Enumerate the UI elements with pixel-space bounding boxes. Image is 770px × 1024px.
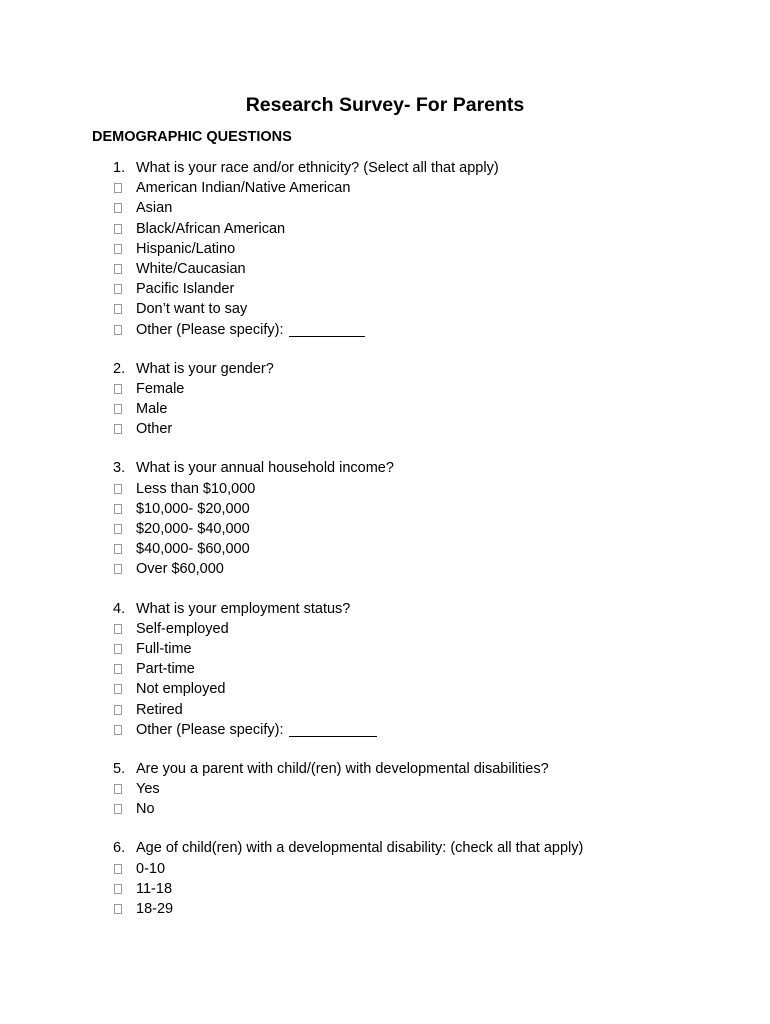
- question-number: 6.: [113, 840, 126, 857]
- answer-option[interactable]: [113, 519, 733, 539]
- answer-option[interactable]: [113, 299, 733, 319]
- checkbox-icon[interactable]: [114, 404, 122, 414]
- question-text: What is your annual household income?: [136, 460, 394, 477]
- answer-option[interactable]: [113, 399, 733, 419]
- option-label: 0-10: [136, 860, 166, 877]
- answer-option[interactable]: [113, 639, 733, 659]
- checkbox-icon[interactable]: [114, 384, 122, 394]
- option-label: 11-18: [136, 880, 173, 897]
- specify-blank-field[interactable]: [289, 323, 365, 337]
- question-3: [113, 458, 733, 579]
- section-heading: DEMOGRAPHIC QUESTIONS: [92, 129, 292, 145]
- option-label: White/Caucasian: [136, 260, 246, 277]
- checkbox-icon[interactable]: [114, 624, 122, 634]
- option-label: Asian: [136, 200, 173, 217]
- option-label: Other: [136, 421, 173, 438]
- option-label: Yes: [136, 781, 160, 798]
- option-label: Female: [136, 380, 185, 397]
- question-number: 2.: [113, 360, 126, 377]
- checkbox-icon[interactable]: [114, 664, 122, 674]
- answer-option[interactable]: [113, 779, 733, 799]
- option-label: Don’t want to say: [136, 301, 248, 318]
- answer-option[interactable]: [113, 619, 733, 639]
- option-label: Less than $10,000: [136, 480, 256, 497]
- option-label: American Indian/Native American: [136, 180, 351, 197]
- checkbox-icon[interactable]: [114, 183, 122, 193]
- specify-blank-field[interactable]: [289, 723, 377, 737]
- question-text: Age of child(ren) with a developmental disability: (check all that apply): [136, 840, 584, 857]
- option-label: Over $60,000: [136, 561, 224, 578]
- option-label: $20,000- $40,000: [136, 521, 250, 537]
- checkbox-icon[interactable]: [114, 484, 122, 494]
- answer-option[interactable]: [113, 879, 733, 899]
- answer-option[interactable]: [113, 198, 733, 218]
- checkbox-icon[interactable]: [114, 304, 122, 314]
- option-label: Pacific Islander: [136, 281, 235, 298]
- checkbox-icon[interactable]: [114, 504, 122, 514]
- option-label: Full-time: [136, 640, 192, 657]
- answer-option[interactable]: [113, 539, 733, 559]
- answer-option[interactable]: [113, 479, 733, 499]
- checkbox-icon[interactable]: [114, 203, 122, 213]
- question-prompt: [113, 359, 733, 379]
- checkbox-icon[interactable]: [114, 264, 122, 274]
- checkbox-icon[interactable]: [114, 524, 122, 534]
- option-label: No: [136, 801, 155, 818]
- checkbox-icon[interactable]: [114, 424, 122, 434]
- option-label: Black/African American: [136, 220, 286, 237]
- question-text: Are you a parent with child/(ren) with developmental disabilities?: [136, 760, 549, 777]
- question-6: [113, 838, 733, 919]
- option-label: Retired: [136, 701, 183, 718]
- checkbox-icon[interactable]: [114, 564, 122, 574]
- answer-option[interactable]: [113, 239, 733, 259]
- checkbox-icon[interactable]: [114, 684, 122, 694]
- answer-option[interactable]: [113, 679, 733, 699]
- answer-option[interactable]: [113, 859, 733, 879]
- page-title: Research Survey- For Parents: [245, 94, 525, 116]
- option-label: Other (Please specify):: [136, 721, 284, 738]
- answer-option[interactable]: [113, 559, 733, 579]
- answer-option[interactable]: [113, 419, 733, 439]
- option-label: Not employed: [136, 681, 226, 698]
- answer-option[interactable]: [113, 219, 733, 239]
- checkbox-icon[interactable]: [114, 325, 122, 335]
- checkbox-icon[interactable]: [114, 784, 122, 794]
- checkbox-icon[interactable]: [114, 884, 122, 894]
- option-label: $40,000- $60,000: [136, 541, 250, 558]
- option-label: Part-time: [136, 661, 195, 678]
- option-label: Self-employed: [136, 620, 229, 637]
- option-label: $10,000- $20,000: [136, 500, 250, 517]
- question-prompt: [113, 838, 733, 858]
- checkbox-icon[interactable]: [114, 284, 122, 294]
- answer-option[interactable]: [113, 320, 733, 340]
- checkbox-icon[interactable]: [114, 244, 122, 254]
- checkbox-icon[interactable]: [114, 864, 122, 874]
- question-number: 1.: [113, 160, 126, 176]
- question-prompt: [113, 759, 733, 779]
- question-4: [113, 599, 733, 740]
- answer-option[interactable]: [113, 279, 733, 299]
- option-label: Other (Please specify):: [136, 321, 284, 338]
- question-prompt: [113, 158, 733, 178]
- checkbox-icon[interactable]: [114, 544, 122, 554]
- question-prompt: [113, 458, 733, 478]
- answer-option[interactable]: [113, 379, 733, 399]
- answer-option[interactable]: [113, 700, 733, 720]
- question-text: What is your race and/or ethnicity? (Select all that apply): [136, 160, 499, 176]
- checkbox-icon[interactable]: [114, 904, 122, 914]
- question-prompt: [113, 599, 733, 619]
- answer-option[interactable]: [113, 259, 733, 279]
- checkbox-icon[interactable]: [114, 725, 122, 735]
- question-text: What is your gender?: [136, 360, 274, 377]
- answer-option[interactable]: [113, 899, 733, 919]
- question-2: [113, 359, 733, 440]
- answer-option[interactable]: [113, 799, 733, 819]
- checkbox-icon[interactable]: [114, 644, 122, 654]
- question-5: [113, 759, 733, 820]
- option-label: Hispanic/Latino: [136, 240, 236, 257]
- question-text: What is your employment status?: [136, 600, 351, 617]
- answer-option[interactable]: [113, 178, 733, 198]
- question-list: [113, 158, 733, 938]
- question-number: 5.: [113, 760, 126, 777]
- question-1: [113, 158, 733, 340]
- option-label: Male: [136, 401, 168, 418]
- answer-option[interactable]: [113, 659, 733, 679]
- checkbox-icon[interactable]: [114, 224, 122, 234]
- answer-option[interactable]: [113, 720, 733, 740]
- checkbox-icon[interactable]: [114, 705, 122, 715]
- answer-option[interactable]: [113, 499, 733, 519]
- option-label: 18-29: [136, 901, 174, 917]
- question-number: 3.: [113, 460, 126, 477]
- question-number: 4.: [113, 600, 126, 617]
- checkbox-icon[interactable]: [114, 804, 122, 814]
